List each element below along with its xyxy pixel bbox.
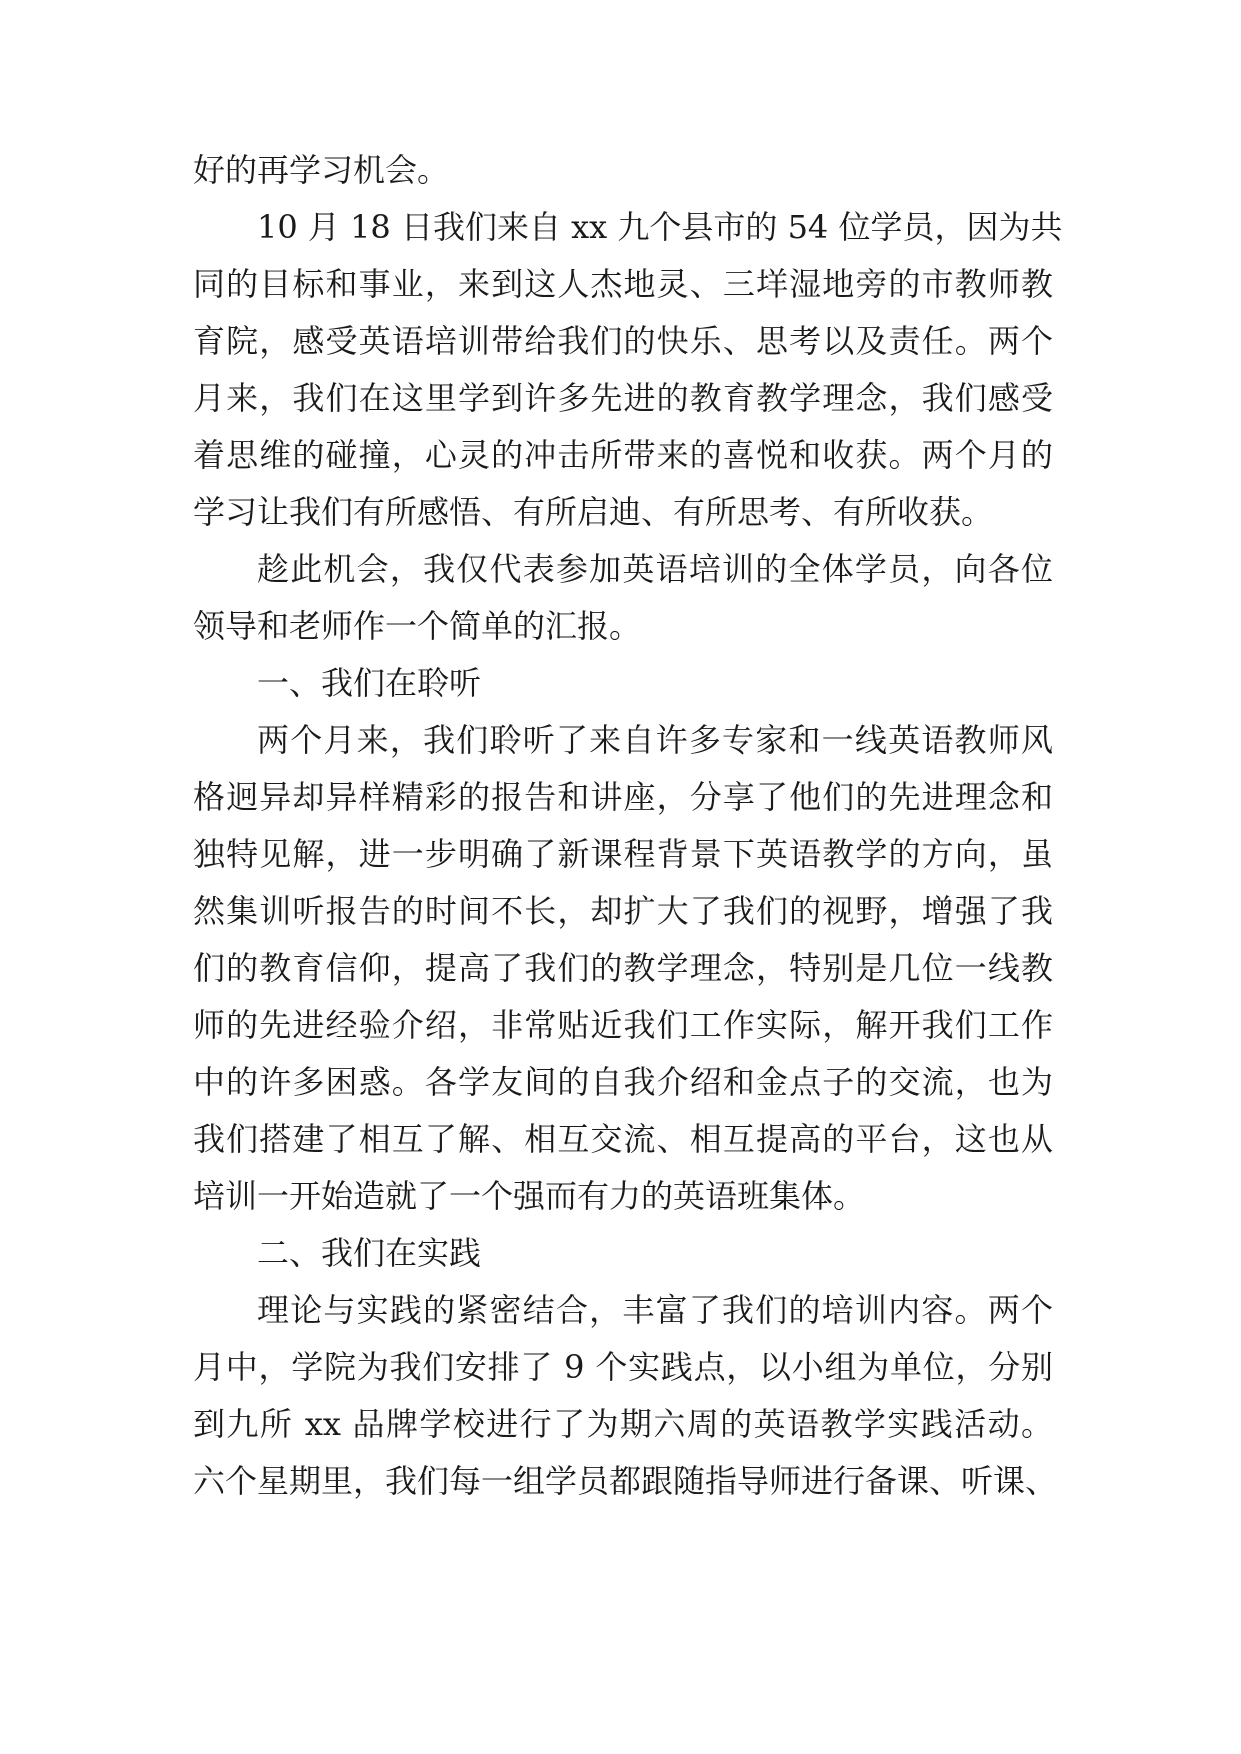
text-line: 我们搭建了相互了解、相互交流、相互提高的平台，这也从 [193, 1120, 1053, 1158]
section-heading: 二、我们在实践 [257, 1234, 482, 1272]
text-line: 同的目标和事业，来到这人杰地灵、三垟湿地旁的市教师教 [193, 265, 1053, 303]
section-heading: 一、我们在聆听 [257, 664, 482, 702]
text-line: 中的许多困惑。各学友间的自我介绍和金点子的交流，也为 [193, 1063, 1053, 1101]
text-line: 月来，我们在这里学到许多先进的教育教学理念，我们感受 [193, 379, 1053, 417]
text-line: 月中，学院为我们安排了 9 个实践点，以小组为单位，分别 [193, 1348, 1053, 1386]
text-line: 六个星期里，我们每一组学员都跟随指导师进行备课、听课、 [193, 1462, 1058, 1500]
text-line: 领导和老师作一个简单的汇报。 [193, 607, 642, 645]
text-line: 理论与实践的紧密结合，丰富了我们的培训内容。两个 [257, 1291, 1053, 1329]
text-line: 学习让我们有所感悟、有所启迪、有所思考、有所收获。 [193, 493, 994, 531]
text-line: 独特见解，进一步明确了新课程背景下英语教学的方向，虽 [193, 835, 1053, 873]
text-line: 两个月来，我们聆听了来自许多专家和一线英语教师风 [257, 721, 1053, 759]
text-line: 然集训听报告的时间不长，却扩大了我们的视野，增强了我 [193, 892, 1053, 930]
text-line: 育院，感受英语培训带给我们的快乐、思考以及责任。两个 [193, 322, 1053, 360]
text-line: 好的再学习机会。 [193, 151, 450, 189]
text-line: 师的先进经验介绍，非常贴近我们工作实际，解开我们工作 [193, 1006, 1053, 1044]
text-line: 到九所 xx 品牌学校进行了为期六周的英语教学实践活动。 [193, 1405, 1053, 1443]
text-line: 格迥异却异样精彩的报告和讲座，分享了他们的先进理念和 [193, 778, 1053, 816]
text-line: 10 月 18 日我们来自 xx 九个县市的 54 位学员，因为共 [257, 208, 1063, 246]
text-line: 们的教育信仰，提高了我们的教学理念，特别是几位一线教 [193, 949, 1053, 987]
text-line: 培训一开始造就了一个强而有力的英语班集体。 [193, 1177, 866, 1215]
text-line: 趁此机会，我仅代表参加英语培训的全体学员，向各位 [257, 550, 1053, 588]
text-line: 着思维的碰撞，心灵的冲击所带来的喜悦和收获。两个月的 [193, 436, 1053, 474]
